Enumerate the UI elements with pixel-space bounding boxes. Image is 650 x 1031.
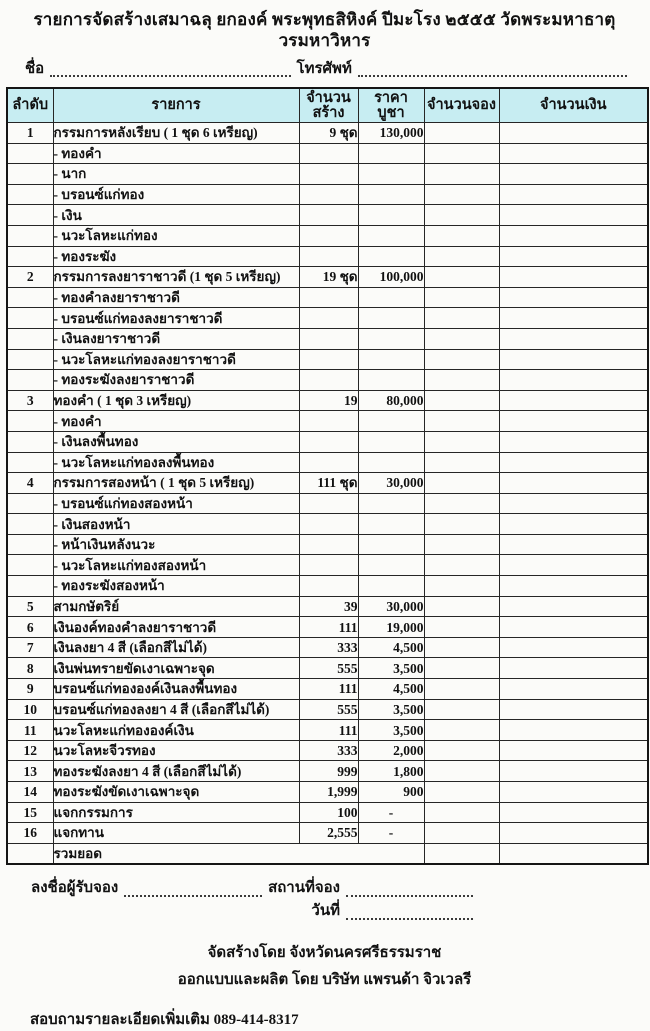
amount-cell xyxy=(499,596,648,617)
qty-cell: 2,555 xyxy=(299,823,358,844)
name-phone-line xyxy=(25,61,627,78)
sign-fill-line xyxy=(124,884,262,897)
row-no-cell xyxy=(7,287,53,308)
booked-cell xyxy=(424,308,499,329)
item-name-cell: - บรอนซ์แก่ทอง xyxy=(53,184,299,205)
name-fill-line xyxy=(50,64,290,77)
price-cell xyxy=(358,576,424,597)
qty-cell xyxy=(299,514,358,535)
price-cell: 3,500 xyxy=(358,720,424,741)
amount-cell xyxy=(499,225,648,246)
table-header xyxy=(7,88,648,123)
booked-cell xyxy=(424,534,499,555)
booked-cell xyxy=(424,225,499,246)
item-row xyxy=(7,658,648,679)
sub-item-row xyxy=(7,576,648,597)
row-no-cell xyxy=(7,534,53,555)
price-cell: 3,500 xyxy=(358,699,424,720)
sub-item-row xyxy=(7,452,648,473)
booked-cell xyxy=(424,596,499,617)
booked-cell xyxy=(424,658,499,679)
row-no-cell: 12 xyxy=(7,740,53,761)
designed-by-line: ออกแบบและผลิต โดย บริษัท แพรนด้า จิวเวลรี xyxy=(177,972,472,989)
item-name-cell: - นวะโลหะแก่ทองลงยาราชาวดี xyxy=(53,349,299,370)
row-no-cell xyxy=(7,328,53,349)
row-no-cell: 2 xyxy=(7,267,53,288)
item-row xyxy=(7,699,648,720)
row-no-cell: 6 xyxy=(7,617,53,638)
item-row xyxy=(7,267,648,288)
col-header-price xyxy=(358,88,424,123)
item-name-cell: - เงินสองหน้า xyxy=(53,514,299,535)
item-name-cell: บรอนซ์แก่ทองลงยา 4 สี (เลือกสีไม่ได้) xyxy=(53,699,299,720)
sign-label: ลงชื่อผู้รับจอง xyxy=(31,880,119,897)
item-name-cell: - บรอนซ์แก่ทองลงยาราชาวดี xyxy=(53,308,299,329)
amount-cell xyxy=(499,143,648,164)
booked-cell xyxy=(424,370,499,391)
qty-cell xyxy=(299,246,358,267)
qty-cell: 555 xyxy=(299,699,358,720)
qty-cell: 1,999 xyxy=(299,782,358,803)
price-cell xyxy=(358,328,424,349)
sub-item-row xyxy=(7,246,648,267)
price-cell xyxy=(358,534,424,555)
contact-line: สอบถามรายละเอียดเพิ่มเติม 089-414-8317 xyxy=(30,1012,299,1029)
booked-cell xyxy=(424,843,499,864)
price-cell: 19,000 xyxy=(358,617,424,638)
amount-cell xyxy=(499,328,648,349)
sub-item-row xyxy=(7,514,648,535)
qty-cell xyxy=(299,184,358,205)
date-line xyxy=(31,902,473,920)
price-cell: 4,500 xyxy=(358,637,424,658)
booked-cell xyxy=(424,823,499,844)
amount-cell xyxy=(499,184,648,205)
item-name-cell: แจกทาน xyxy=(53,823,299,844)
amount-cell xyxy=(499,370,648,391)
row-no-cell: 13 xyxy=(7,761,53,782)
amount-cell xyxy=(499,411,648,432)
amount-cell xyxy=(499,534,648,555)
qty-cell: 333 xyxy=(299,740,358,761)
item-row xyxy=(7,390,648,411)
row-no-cell xyxy=(7,431,53,452)
price-cell: 100,000 xyxy=(358,267,424,288)
qty-cell: 333 xyxy=(299,637,358,658)
row-no-cell xyxy=(7,225,53,246)
booked-cell xyxy=(424,699,499,720)
row-no-cell: 5 xyxy=(7,596,53,617)
amount-cell xyxy=(499,843,648,864)
amount-cell xyxy=(499,576,648,597)
sub-item-row xyxy=(7,164,648,185)
item-name-cell: - เงินลงยาราชาวดี xyxy=(53,328,299,349)
amount-cell xyxy=(499,164,648,185)
item-row xyxy=(7,679,648,700)
sub-item-row xyxy=(7,328,648,349)
sub-item-row xyxy=(7,349,648,370)
qty-cell xyxy=(299,328,358,349)
booked-cell xyxy=(424,555,499,576)
amount-cell xyxy=(499,493,648,514)
qty-cell xyxy=(299,287,358,308)
qty-cell: 111 ชุด xyxy=(299,473,358,494)
booked-cell xyxy=(424,411,499,432)
amount-cell xyxy=(499,205,648,226)
col-header-amount: จำนวนเงิน xyxy=(499,88,648,123)
amount-cell xyxy=(499,802,648,823)
sub-item-row xyxy=(7,411,648,432)
item-name-cell: - ทองระฆังลงยาราชาวดี xyxy=(53,370,299,391)
price-cell: - xyxy=(358,802,424,823)
price-cell xyxy=(358,493,424,514)
row-no-cell xyxy=(7,164,53,185)
row-no-cell xyxy=(7,576,53,597)
place-fill-line xyxy=(346,884,473,897)
amount-cell xyxy=(499,287,648,308)
item-name-cell: - ทองระฆัง xyxy=(53,246,299,267)
item-name-cell: - ทองระฆังสองหน้า xyxy=(53,576,299,597)
item-name-cell: - ทองคำ xyxy=(53,411,299,432)
item-row xyxy=(7,740,648,761)
row-no-cell xyxy=(7,411,53,432)
qty-cell: 39 xyxy=(299,596,358,617)
col-header-qty-line2: สร้าง xyxy=(312,104,345,121)
booked-cell xyxy=(424,184,499,205)
col-header-price-line1: ราคา xyxy=(374,89,408,106)
signature-line xyxy=(31,879,473,897)
price-cell xyxy=(358,143,424,164)
amount-cell xyxy=(499,679,648,700)
item-row xyxy=(7,123,648,144)
price-cell: 130,000 xyxy=(358,123,424,144)
qty-cell xyxy=(299,576,358,597)
price-cell xyxy=(358,411,424,432)
header-row xyxy=(7,88,648,123)
col-header-qty-line1: จำนวน xyxy=(306,89,351,106)
row-no-cell: 8 xyxy=(7,658,53,679)
booked-cell xyxy=(424,576,499,597)
row-no-cell xyxy=(7,452,53,473)
name-label: ชื่อ xyxy=(25,60,45,77)
row-no-cell xyxy=(7,370,53,391)
row-no-cell: 4 xyxy=(7,473,53,494)
qty-cell xyxy=(299,164,358,185)
item-name-cell: - นาก xyxy=(53,164,299,185)
item-name-cell: - ทองคำลงยาราชาวดี xyxy=(53,287,299,308)
place-label: สถานที่จอง xyxy=(268,880,340,897)
row-no-cell xyxy=(7,349,53,370)
booked-cell xyxy=(424,802,499,823)
col-header-qty xyxy=(299,88,358,123)
price-cell xyxy=(358,514,424,535)
row-no-cell: 14 xyxy=(7,782,53,803)
booked-cell xyxy=(424,246,499,267)
item-name-cell: เงินพ่นทรายขัดเงาเฉพาะจุด xyxy=(53,658,299,679)
qty-cell xyxy=(299,370,358,391)
sub-item-row xyxy=(7,493,648,514)
item-row xyxy=(7,802,648,823)
sub-item-row xyxy=(7,555,648,576)
row-no-cell xyxy=(7,555,53,576)
price-cell: 2,000 xyxy=(358,740,424,761)
booked-cell xyxy=(424,267,499,288)
qty-cell: 19 ชุด xyxy=(299,267,358,288)
booked-cell xyxy=(424,514,499,535)
item-name-cell: กรรมการลงยาราชาวดี (1 ชุด 5 เหรียญ) xyxy=(53,267,299,288)
amount-cell xyxy=(499,267,648,288)
price-cell: 30,000 xyxy=(358,473,424,494)
booked-cell xyxy=(424,782,499,803)
price-cell xyxy=(358,246,424,267)
qty-cell xyxy=(299,411,358,432)
col-header-item: รายการ xyxy=(53,88,299,123)
amount-cell xyxy=(499,473,648,494)
price-cell xyxy=(358,452,424,473)
sub-item-row xyxy=(7,308,648,329)
amount-cell xyxy=(499,782,648,803)
item-name-cell: ทองระฆังลงยา 4 สี (เลือกสีไม่ได้) xyxy=(53,761,299,782)
item-name-cell: - หน้าเงินหลังนวะ xyxy=(53,534,299,555)
row-no-cell xyxy=(7,184,53,205)
amount-cell xyxy=(499,431,648,452)
booked-cell xyxy=(424,679,499,700)
price-cell: 3,500 xyxy=(358,658,424,679)
date-label: วันที่ xyxy=(311,903,340,920)
row-no-cell xyxy=(7,493,53,514)
table-body xyxy=(7,123,648,865)
item-name-cell: เงินลงยา 4 สี (เลือกสีไม่ได้) xyxy=(53,637,299,658)
row-no-cell: 7 xyxy=(7,637,53,658)
amount-cell xyxy=(499,308,648,329)
amount-cell xyxy=(499,349,648,370)
amount-cell xyxy=(499,452,648,473)
qty-cell: 100 xyxy=(299,802,358,823)
amount-cell xyxy=(499,246,648,267)
price-cell: 80,000 xyxy=(358,390,424,411)
item-name-cell: - เงิน xyxy=(53,205,299,226)
date-fill-line xyxy=(346,907,473,920)
price-cell xyxy=(358,164,424,185)
booked-cell xyxy=(424,143,499,164)
booked-cell xyxy=(424,720,499,741)
booked-cell xyxy=(424,637,499,658)
item-name-cell: ทองระฆังขัดเงาเฉพาะจุด xyxy=(53,782,299,803)
item-row xyxy=(7,617,648,638)
item-name-cell: ทองคำ ( 1 ชุด 3 เหรียญ) xyxy=(53,390,299,411)
row-no-cell xyxy=(7,514,53,535)
item-name-cell: บรอนซ์แก่ทององค์เงินลงพื้นทอง xyxy=(53,679,299,700)
order-table xyxy=(6,87,649,865)
row-no-cell: 15 xyxy=(7,802,53,823)
total-row xyxy=(7,843,648,864)
item-name-cell: นวะโลหะจีวรทอง xyxy=(53,740,299,761)
credits-block xyxy=(6,940,643,994)
price-cell: 4,500 xyxy=(358,679,424,700)
qty-cell: 555 xyxy=(299,658,358,679)
price-cell xyxy=(358,431,424,452)
item-name-cell: - บรอนซ์แก่ทองสองหน้า xyxy=(53,493,299,514)
qty-cell: 111 xyxy=(299,720,358,741)
sub-item-row xyxy=(7,225,648,246)
row-no-cell: 10 xyxy=(7,699,53,720)
booked-cell xyxy=(424,493,499,514)
amount-cell xyxy=(499,740,648,761)
qty-cell: 19 xyxy=(299,390,358,411)
amount-cell xyxy=(499,555,648,576)
booked-cell xyxy=(424,740,499,761)
qty-cell xyxy=(299,493,358,514)
sub-item-row xyxy=(7,205,648,226)
total-label: รวมยอด xyxy=(53,843,424,864)
qty-cell xyxy=(299,534,358,555)
price-cell xyxy=(358,308,424,329)
amount-cell xyxy=(499,699,648,720)
amount-cell xyxy=(499,761,648,782)
price-cell xyxy=(358,287,424,308)
page-title: รายการจัดสร้างเสมาฉลุ ยกองค์ พระพุทธสิหิงค์ ปีมะโรง ๒๕๕๕ วัดพระมหาธาตุวรมหาวิหาร xyxy=(33,10,616,51)
row-no-cell xyxy=(7,205,53,226)
item-name-cell: สามกษัตริย์ xyxy=(53,596,299,617)
amount-cell xyxy=(499,390,648,411)
booked-cell xyxy=(424,617,499,638)
amount-cell xyxy=(499,720,648,741)
col-header-booked: จำนวนจอง xyxy=(424,88,499,123)
qty-cell xyxy=(299,143,358,164)
sub-item-row xyxy=(7,143,648,164)
row-no-cell xyxy=(7,143,53,164)
booked-cell xyxy=(424,761,499,782)
item-name-cell: - เงินลงพื้นทอง xyxy=(53,431,299,452)
phone-label: โทรศัพท์ xyxy=(296,60,352,77)
item-name-cell: - นวะโลหะแก่ทองลงพื้นทอง xyxy=(53,452,299,473)
row-no-cell xyxy=(7,843,53,864)
col-header-no: ลำดับ xyxy=(7,88,53,123)
item-name-cell: เงินองค์ทองคำลงยาราชาวดี xyxy=(53,617,299,638)
price-cell: - xyxy=(358,823,424,844)
sub-item-row xyxy=(7,287,648,308)
item-row xyxy=(7,720,648,741)
booked-cell xyxy=(424,287,499,308)
qty-cell xyxy=(299,555,358,576)
item-row xyxy=(7,782,648,803)
sub-item-row xyxy=(7,184,648,205)
booked-cell xyxy=(424,431,499,452)
sub-item-row xyxy=(7,370,648,391)
amount-cell xyxy=(499,658,648,679)
amount-cell xyxy=(499,123,648,144)
row-no-cell: 9 xyxy=(7,679,53,700)
row-no-cell xyxy=(7,308,53,329)
amount-cell xyxy=(499,637,648,658)
booked-cell xyxy=(424,164,499,185)
row-no-cell: 3 xyxy=(7,390,53,411)
item-name-cell: กรรมการสองหน้า ( 1 ชุด 5 เหรียญ) xyxy=(53,473,299,494)
qty-cell xyxy=(299,349,358,370)
item-name-cell: นวะโลหะแก่ทององค์เงิน xyxy=(53,720,299,741)
amount-cell xyxy=(499,514,648,535)
price-cell xyxy=(358,225,424,246)
item-row xyxy=(7,473,648,494)
item-row xyxy=(7,596,648,617)
qty-cell: 999 xyxy=(299,761,358,782)
phone-fill-line xyxy=(358,64,627,77)
price-cell: 1,800 xyxy=(358,761,424,782)
item-row xyxy=(7,823,648,844)
signature-block xyxy=(31,879,473,920)
qty-cell xyxy=(299,225,358,246)
booked-cell xyxy=(424,390,499,411)
item-name-cell: - นวะโลหะแก่ทอง xyxy=(53,225,299,246)
sub-item-row xyxy=(7,534,648,555)
item-name-cell: แจกกรรมการ xyxy=(53,802,299,823)
booked-cell xyxy=(424,473,499,494)
price-cell xyxy=(358,349,424,370)
row-no-cell: 11 xyxy=(7,720,53,741)
price-cell: 900 xyxy=(358,782,424,803)
price-cell xyxy=(358,555,424,576)
made-by-line: จัดสร้างโดย จังหวัดนครศรีธรรมราช xyxy=(207,945,442,962)
row-no-cell: 16 xyxy=(7,823,53,844)
price-cell xyxy=(358,184,424,205)
qty-cell: 111 xyxy=(299,679,358,700)
qty-cell xyxy=(299,308,358,329)
booked-cell xyxy=(424,123,499,144)
row-no-cell xyxy=(7,246,53,267)
qty-cell: 111 xyxy=(299,617,358,638)
price-cell xyxy=(358,205,424,226)
price-cell xyxy=(358,370,424,391)
item-row xyxy=(7,761,648,782)
qty-cell xyxy=(299,431,358,452)
price-cell: 30,000 xyxy=(358,596,424,617)
booked-cell xyxy=(424,328,499,349)
item-row xyxy=(7,637,648,658)
row-no-cell: 1 xyxy=(7,123,53,144)
col-header-price-line2: บูชา xyxy=(377,104,405,121)
sub-item-row xyxy=(7,431,648,452)
amount-cell xyxy=(499,617,648,638)
qty-cell: 9 ชุด xyxy=(299,123,358,144)
booked-cell xyxy=(424,452,499,473)
booked-cell xyxy=(424,205,499,226)
booked-cell xyxy=(424,349,499,370)
item-name-cell: - ทองคำ xyxy=(53,143,299,164)
qty-cell xyxy=(299,205,358,226)
amount-cell xyxy=(499,823,648,844)
item-name-cell: - นวะโลหะแก่ทองสองหน้า xyxy=(53,555,299,576)
item-name-cell: กรรมการหลังเรียบ ( 1 ชุด 6 เหรียญ) xyxy=(53,123,299,144)
qty-cell xyxy=(299,452,358,473)
